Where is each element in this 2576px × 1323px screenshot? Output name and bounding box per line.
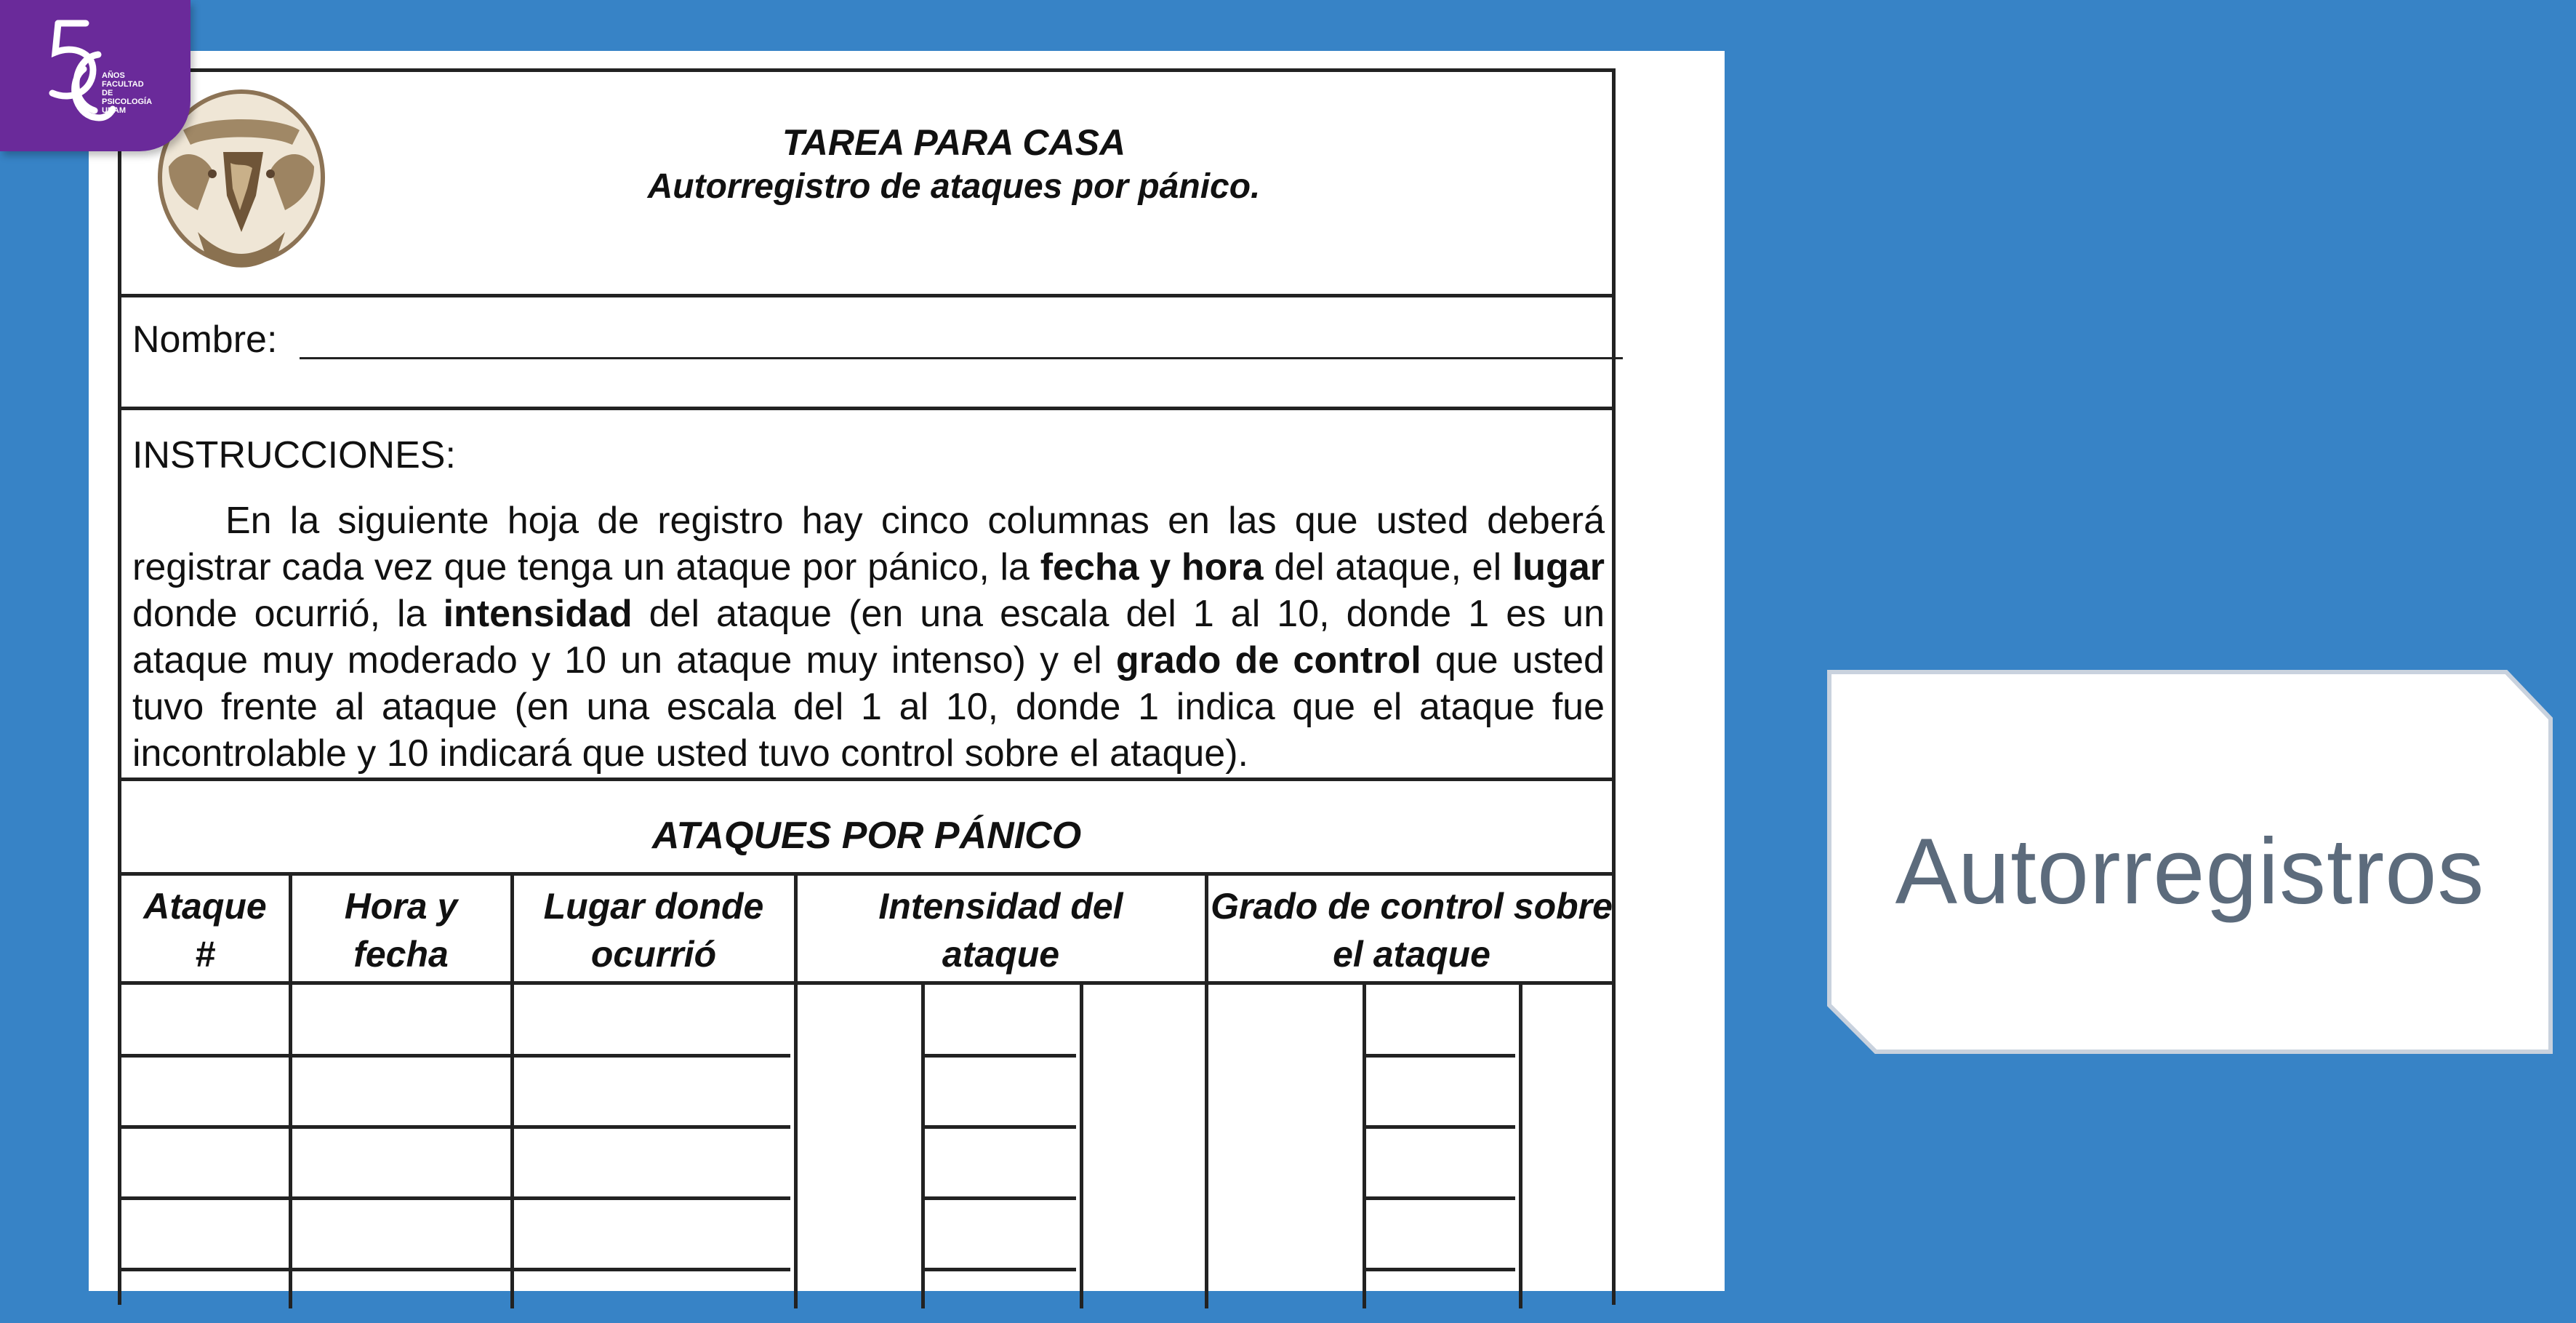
section-label-card <box>1826 669 2553 1055</box>
control-box-row <box>1363 1054 1515 1058</box>
column-divider <box>510 872 514 1308</box>
intensity-box-row <box>921 1268 1076 1271</box>
anniversary-50-logo-icon <box>0 0 190 151</box>
column-header-time-date: Hora y fecha <box>344 886 458 975</box>
column-divider <box>1205 872 1208 1308</box>
form-title: TAREA PARA CASA <box>782 122 1126 163</box>
header-bottom-line <box>121 981 1612 985</box>
divider <box>121 872 1612 876</box>
column-divider <box>794 872 798 1308</box>
homework-form <box>118 68 1616 1305</box>
table-title: ATAQUES POR PÁNICO <box>651 815 1082 857</box>
intensity-box-row <box>921 1196 1076 1200</box>
column-header-intensity: Intensidad del ataque <box>878 886 1123 975</box>
column-header-attack-number: Ataque # <box>143 886 267 975</box>
control-box-row <box>1363 1268 1515 1271</box>
row-line <box>121 1196 790 1200</box>
instructions-text: En la siguiente hoja de registro hay cinco columnas en las que usted deberá registrar cada vez que tenga un ataque por pánico, la fecha y hora del ataque, el lugar donde ocurrió, la intensidad del ataque (en una escala del 1 al 10, donde 1 es un ataque muy moderado y 10 un ataque muy intenso) y el grado de control que usted tuvo frente al ataque (en una escala del 1 al 10, donde 1 indica que el ataque fue incontrolable y 10 indicará que usted tuvo control sobre el ataque). <box>132 500 1605 775</box>
intensity-box-row <box>921 1054 1076 1058</box>
name-label: Nombre: <box>132 319 278 361</box>
form-subtitle: Autorregistro de ataques por pánico. <box>647 167 1261 206</box>
row-line <box>121 1125 790 1129</box>
control-box-left <box>1363 981 1366 1308</box>
intensity-box-row <box>921 1125 1076 1129</box>
column-divider <box>289 872 292 1308</box>
row-line <box>121 1268 790 1271</box>
section-label: Autorregistros <box>1895 820 2485 924</box>
intensity-box-right <box>1080 981 1083 1308</box>
control-box-right <box>1519 981 1522 1308</box>
row-line <box>121 1054 790 1058</box>
column-header-control: Grado de control sobre el ataque <box>1211 886 1613 975</box>
name-field-line[interactable] <box>300 357 1623 359</box>
column-header-place: Lugar donde ocurrió <box>543 886 764 975</box>
anniversary-logo <box>0 0 190 151</box>
anniversary-logo-text: AÑOS FACULTAD DE PSICOLOGÍA UNAM <box>102 71 152 115</box>
document-page <box>89 51 1725 1291</box>
instructions-heading: INSTRUCCIONES: <box>132 434 456 476</box>
control-box-row <box>1363 1196 1515 1200</box>
intensity-box-left <box>921 981 925 1308</box>
divider <box>121 407 1612 410</box>
divider <box>121 294 1612 297</box>
control-box-row <box>1363 1125 1515 1129</box>
divider <box>121 778 1612 781</box>
